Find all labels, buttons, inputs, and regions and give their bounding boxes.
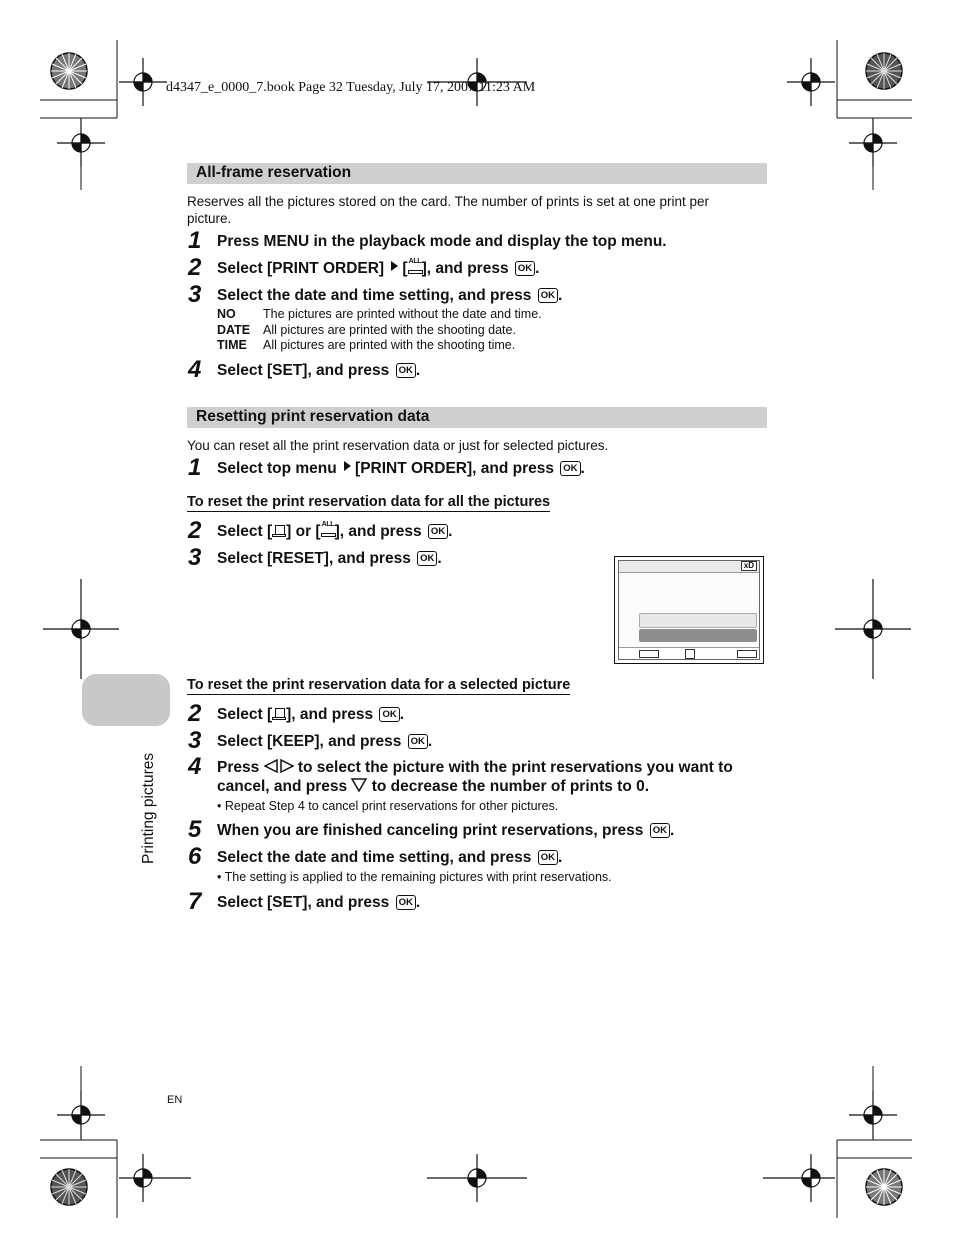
ok-button-icon: OK (538, 288, 558, 303)
step-text: Press MENU in the playback mode and display the top menu. (217, 233, 667, 250)
section-intro: Reserves all the pictures stored on the card. The number of prints is set at one print per picture. (187, 194, 710, 226)
subheading-reset-all: To reset the print reservation data for all the pictures (187, 494, 551, 510)
ok-button-icon: OK (379, 707, 399, 722)
step-number: 3 (188, 544, 202, 571)
step-number: 6 (188, 843, 202, 870)
camera-lcd-illustration (614, 556, 764, 664)
step-number: 1 (188, 227, 202, 254)
subheading-reset-selected: To reset the print reservation data for a selected picture (187, 677, 571, 693)
option-key: TIME (217, 338, 247, 352)
step-number: 3 (188, 727, 202, 754)
option-key: DATE (217, 323, 251, 337)
ok-button-icon: OK (515, 261, 535, 276)
step-text: Select the date and time setting, and press OK . (217, 849, 563, 866)
step-text: Select [ ], and press OK . (217, 706, 405, 723)
lcd-title-bar (619, 561, 759, 573)
ok-button-icon: OK (650, 823, 670, 838)
menu-button-label: MENU (263, 233, 310, 250)
right-arrow-icon (391, 261, 398, 271)
lcd-screen (618, 560, 760, 660)
section-intro: You can reset all the print reservation data or just for selected pictures. (187, 438, 609, 453)
step-text: Select [ ] or [ ALL ], and press OK . (217, 521, 453, 540)
section-title: All-frame reservation (196, 164, 352, 181)
book-file-header: d4347_e_0000_7.book Page 32 Tuesday, July 17, 2007 11:23 AM (166, 80, 536, 95)
down-arrow-icon (351, 778, 367, 792)
step-number: 2 (188, 517, 202, 544)
ok-button-icon: OK (417, 551, 437, 566)
single-print-icon (272, 707, 286, 721)
option-desc: All pictures are printed with the shooting time. (263, 338, 516, 352)
step-text: Select [KEEP], and press OK . (217, 733, 433, 750)
step-6-note: • The setting is applied to the remaining pictures with print reservations. (217, 870, 612, 884)
option-desc: The pictures are printed without the date and time. (263, 307, 542, 321)
xd-card-icon: xD (741, 561, 757, 571)
step-text: Press to select the picture with the print reservations you want to (217, 759, 733, 776)
single-print-icon (272, 524, 286, 538)
step-text: cancel, and press to decrease the number of prints to 0. (217, 778, 650, 795)
all-print-icon: ALL (408, 261, 422, 275)
step-text: Select [SET], and press OK . (217, 362, 421, 379)
lcd-guide-bar (619, 647, 759, 659)
step-text: Select the date and time setting, and press OK . (217, 287, 563, 304)
chapter-side-label-wrap (140, 752, 160, 994)
step-number: 5 (188, 816, 202, 843)
section-title-bar-all-frame (187, 163, 767, 184)
step-number: 4 (188, 753, 202, 780)
ok-button-icon: OK (428, 524, 448, 539)
lcd-menu-option (639, 613, 757, 628)
step-number: 4 (188, 356, 202, 383)
option-desc: All pictures are printed with the shooting date. (263, 323, 516, 337)
ok-button-icon: OK (396, 363, 416, 378)
step-4-note: • Repeat Step 4 to cancel print reservations for other pictures. (217, 799, 559, 813)
all-print-icon: ALL (321, 524, 335, 538)
option-key: NO (217, 307, 236, 321)
ok-button-icon: OK (408, 734, 428, 749)
ok-button-icon: OK (396, 895, 416, 910)
section-title: Resetting print reservation data (196, 408, 430, 425)
ok-button-icon: OK (538, 850, 558, 865)
section-title-bar-resetting (187, 407, 767, 428)
step-number: 2 (188, 700, 202, 727)
lcd-guide-icon (639, 650, 659, 658)
step-text: Select top menu [PRINT ORDER], and press OK . (217, 460, 585, 477)
lcd-menu-option-selected (639, 629, 757, 642)
language-label: EN (167, 1094, 183, 1106)
step-number: 1 (188, 454, 202, 481)
left-right-arrow-icon (264, 759, 294, 773)
chapter-side-label: Printing pictures (140, 752, 157, 864)
step-number: 2 (188, 254, 202, 281)
step-text: When you are finished canceling print reservations, press OK . (217, 822, 675, 839)
step-text: Select [PRINT ORDER] [ ALL ], and press OK . (217, 258, 540, 277)
step-text: Select [SET], and press OK . (217, 894, 421, 911)
ok-button-icon: OK (560, 461, 580, 476)
chapter-tab (82, 674, 170, 726)
lcd-guide-icon (737, 650, 757, 658)
right-arrow-icon (344, 461, 351, 471)
step-number: 3 (188, 281, 202, 308)
step-number: 7 (188, 888, 202, 915)
step-text: Select [RESET], and press OK . (217, 550, 442, 567)
lcd-arrow-icon (685, 649, 695, 659)
